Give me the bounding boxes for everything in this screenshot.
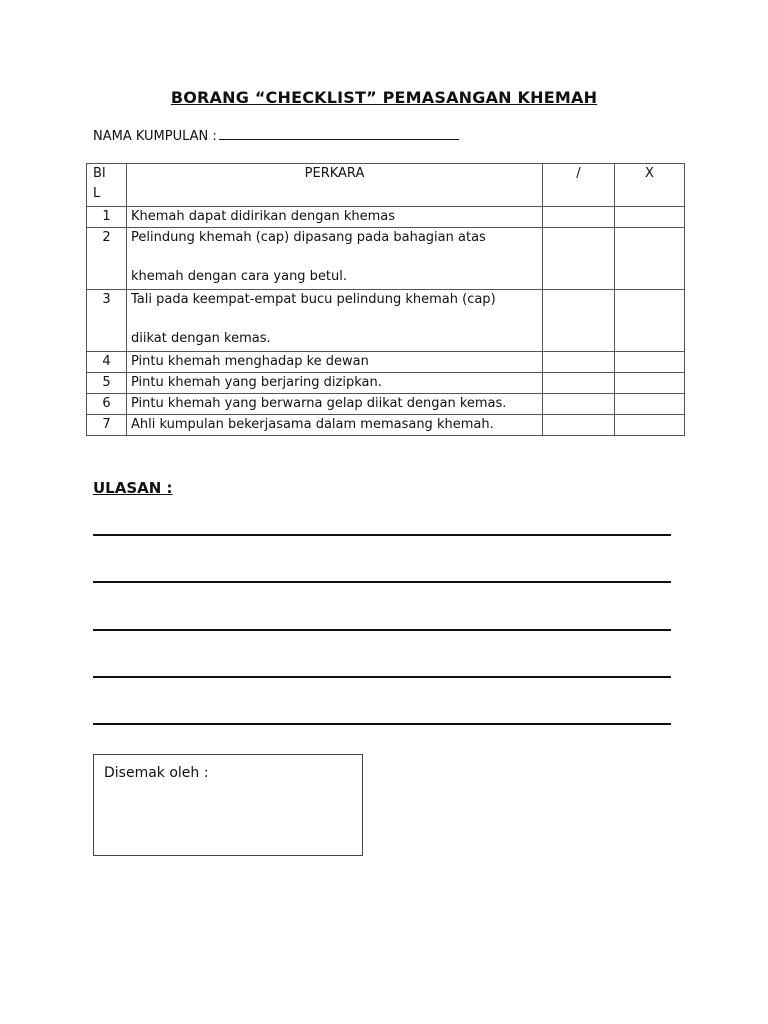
table-row <box>87 352 685 373</box>
tick-cell[interactable] <box>543 373 615 394</box>
table-row <box>87 290 685 352</box>
ulasan-heading: ULASAN : <box>93 479 173 497</box>
tick-cell[interactable] <box>543 394 615 415</box>
table-row <box>87 228 685 290</box>
cross-cell[interactable] <box>615 415 685 436</box>
tick-cell[interactable] <box>543 415 615 436</box>
header-perkara: PERKARA <box>127 164 543 207</box>
form-title: BORANG “CHECKLIST” PEMASANGAN KHEMAH <box>170 88 598 107</box>
row-number: 2 <box>87 228 127 290</box>
row-number: 5 <box>87 373 127 394</box>
cross-cell[interactable] <box>615 290 685 352</box>
row-item: Pintu khemah yang berwarna gelap diikat dengan kemas. <box>127 394 543 415</box>
header-bil: BI L <box>87 164 127 207</box>
row-item: Khemah dapat didirikan dengan khemas <box>127 207 543 228</box>
tick-cell[interactable] <box>543 290 615 352</box>
comment-line[interactable] <box>93 676 671 678</box>
row-number: 6 <box>87 394 127 415</box>
row-item: Pintu khemah menghadap ke dewan <box>127 352 543 373</box>
group-name-blank-line[interactable] <box>219 129 459 140</box>
group-name-label: NAMA KUMPULAN : <box>93 129 217 144</box>
row-number: 4 <box>87 352 127 373</box>
row-number: 3 <box>87 290 127 352</box>
table-row <box>87 373 685 394</box>
table-row <box>87 207 685 228</box>
row-number: 7 <box>87 415 127 436</box>
group-name-field <box>93 129 459 144</box>
row-item: Pelindung khemah (cap) dipasang pada bahagian atas khemah dengan cara yang betul. <box>127 228 543 290</box>
reviewer-signature-box[interactable] <box>93 754 363 856</box>
row-item: Pintu khemah yang berjaring dizipkan. <box>127 373 543 394</box>
cross-cell[interactable] <box>615 373 685 394</box>
cross-cell[interactable] <box>615 394 685 415</box>
checklist-table <box>86 163 685 436</box>
tick-cell[interactable] <box>543 228 615 290</box>
table-row <box>87 394 685 415</box>
table-header-row <box>87 164 685 207</box>
header-cross: X <box>615 164 685 207</box>
reviewer-label: Disemak oleh : <box>104 765 209 781</box>
comment-line[interactable] <box>93 723 671 725</box>
comment-line[interactable] <box>93 629 671 631</box>
tick-cell[interactable] <box>543 352 615 373</box>
row-item: Tali pada keempat-empat bucu pelindung khemah (cap) diikat dengan kemas. <box>127 290 543 352</box>
cross-cell[interactable] <box>615 352 685 373</box>
cross-cell[interactable] <box>615 228 685 290</box>
cross-cell[interactable] <box>615 207 685 228</box>
row-number: 1 <box>87 207 127 228</box>
comment-line[interactable] <box>93 534 671 536</box>
table-row <box>87 415 685 436</box>
tick-cell[interactable] <box>543 207 615 228</box>
comment-line[interactable] <box>93 581 671 583</box>
row-item: Ahli kumpulan bekerjasama dalam memasang khemah. <box>127 415 543 436</box>
header-tick: / <box>543 164 615 207</box>
